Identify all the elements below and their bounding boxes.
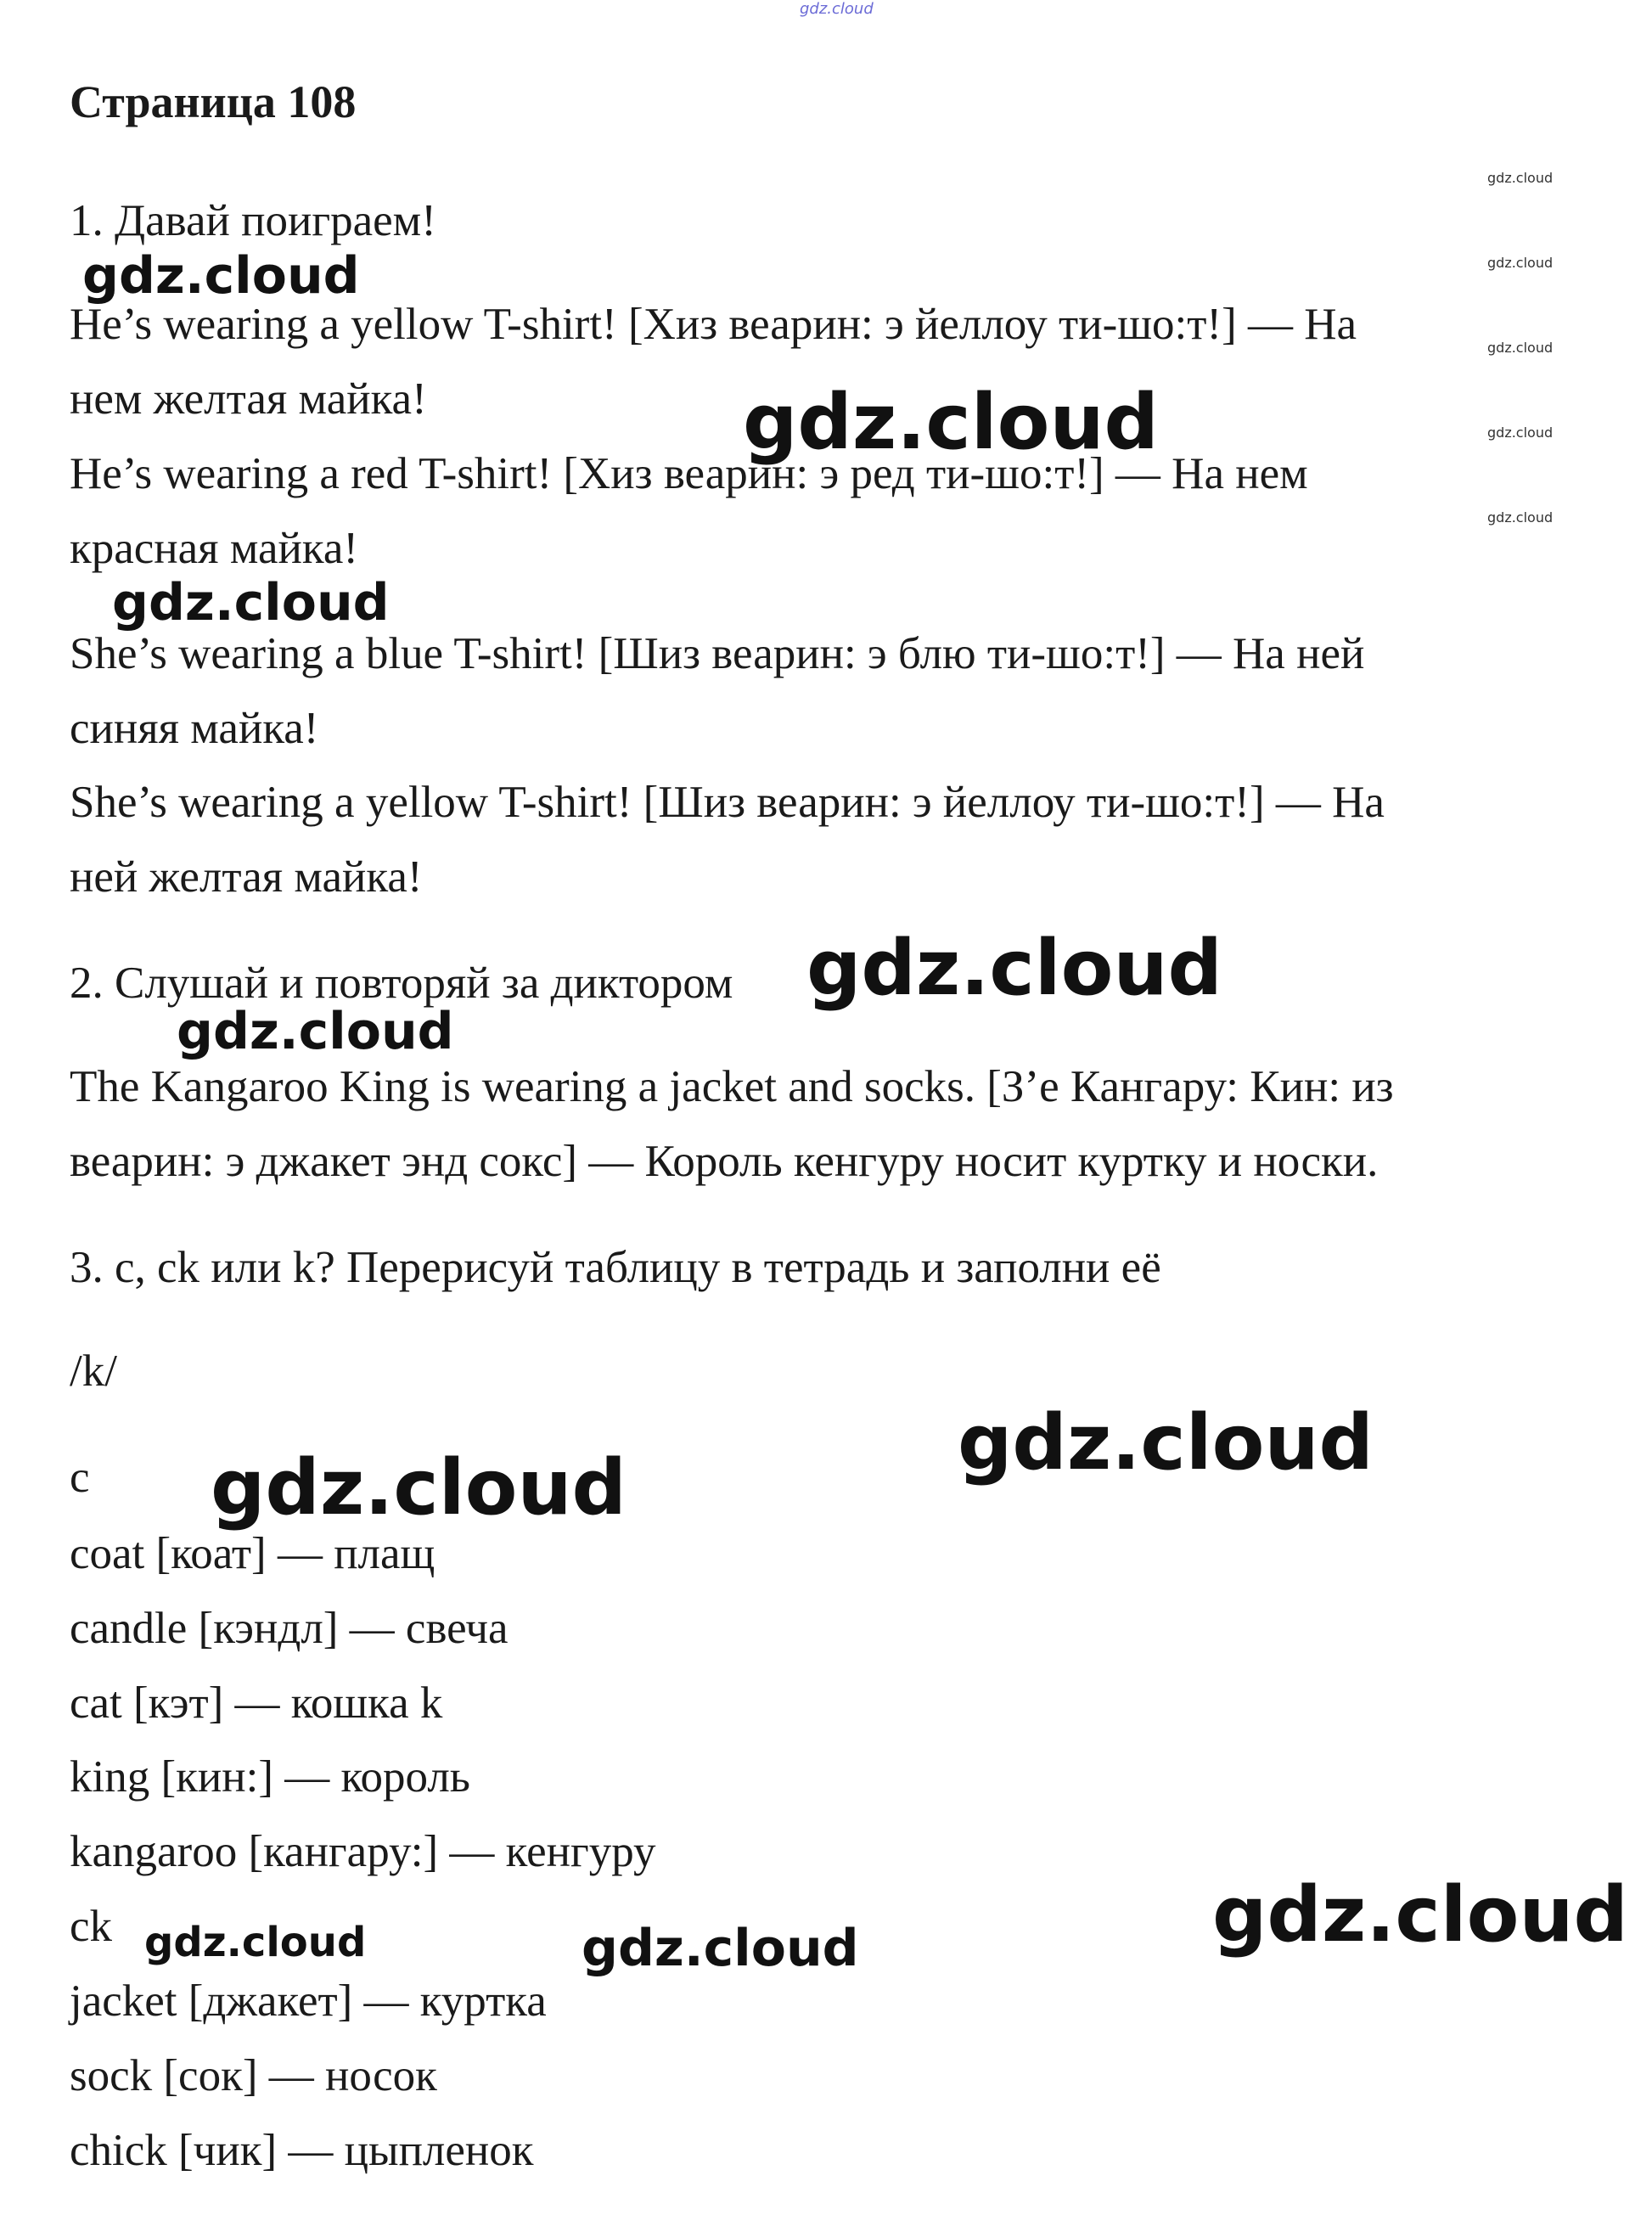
exercise-2-heading: 2. Слушай и повторяй за диктором — [70, 959, 733, 1008]
watermark: gdz.cloud — [112, 573, 390, 632]
exercise-3-heading: 3. c, ck или k? Перерисуй таблицу в тетрадь и заполни её — [70, 1243, 1161, 1292]
watermark: gdz.cloud — [177, 1002, 454, 1061]
text-line: веарин: э джакет энд сокс] — Король кенгуру носит куртку и носки. — [70, 1137, 1379, 1186]
watermark: gdz.cloud — [806, 924, 1222, 1013]
exercise-1-heading: 1. Давай поиграем! — [70, 196, 436, 245]
word-entry: cat [кэт] — кошка k — [70, 1678, 443, 1728]
sound-label: /k/ — [70, 1347, 117, 1396]
watermark-small: gdz.cloud — [1487, 170, 1554, 186]
watermark-top: gdz.cloud — [800, 0, 874, 18]
watermark: gdz.cloud — [958, 1398, 1374, 1487]
text-line: красная майка! — [70, 524, 358, 573]
word-entry: king [кин:] — король — [70, 1752, 470, 1802]
text-line: He’s wearing a yellow T-shirt! [Хиз веарин: э йеллоу ти-шо:т!] — На — [70, 300, 1357, 349]
text-line: ней желтая майка! — [70, 852, 423, 902]
word-entry: jacket [джакет] — куртка — [70, 1976, 547, 2026]
watermark-small: gdz.cloud — [1487, 340, 1554, 356]
watermark: gdz.cloud — [82, 246, 360, 306]
text-line: The Kangaroo King is wearing a jacket and socks. [З’е Кангару: Кин: из — [70, 1062, 1394, 1111]
watermark-small: gdz.cloud — [1487, 509, 1554, 526]
watermark: gdz.cloud — [1212, 1870, 1628, 1959]
word-entry: coat [коат] — плащ — [70, 1529, 435, 1578]
watermark: gdz.cloud — [743, 378, 1159, 467]
page-title: Страница 108 — [70, 76, 357, 127]
group-label-c: c — [70, 1453, 90, 1502]
group-label-ck: ck — [70, 1902, 113, 1951]
text-line: She’s wearing a yellow T-shirt! [Шиз веарин: э йеллоу ти-шо:т!] — На — [70, 778, 1385, 827]
watermark-small: gdz.cloud — [1487, 255, 1554, 271]
word-entry: candle [кэндл] — свеча — [70, 1604, 509, 1653]
word-entry: chick [чик] — цыпленок — [70, 2126, 534, 2175]
text-line: синяя майка! — [70, 704, 319, 753]
word-entry: sock [сок] — носок — [70, 2051, 437, 2100]
text-line: He’s wearing a red T-shirt! [Хиз веарин: э ред ти-шо:т!] — На нем — [70, 449, 1308, 498]
text-line: She’s wearing a blue T-shirt! [Шиз веарин: э блю ти-шо:т!] — На ней — [70, 629, 1365, 678]
text-line: нем желтая майка! — [70, 374, 427, 424]
watermark-small: gdz.cloud — [1487, 424, 1554, 441]
watermark: gdz.cloud — [144, 1919, 367, 1966]
watermark: gdz.cloud — [211, 1443, 627, 1532]
word-entry: kangaroo [кангару:] — кенгуру — [70, 1827, 656, 1876]
watermark: gdz.cloud — [582, 1919, 859, 1978]
